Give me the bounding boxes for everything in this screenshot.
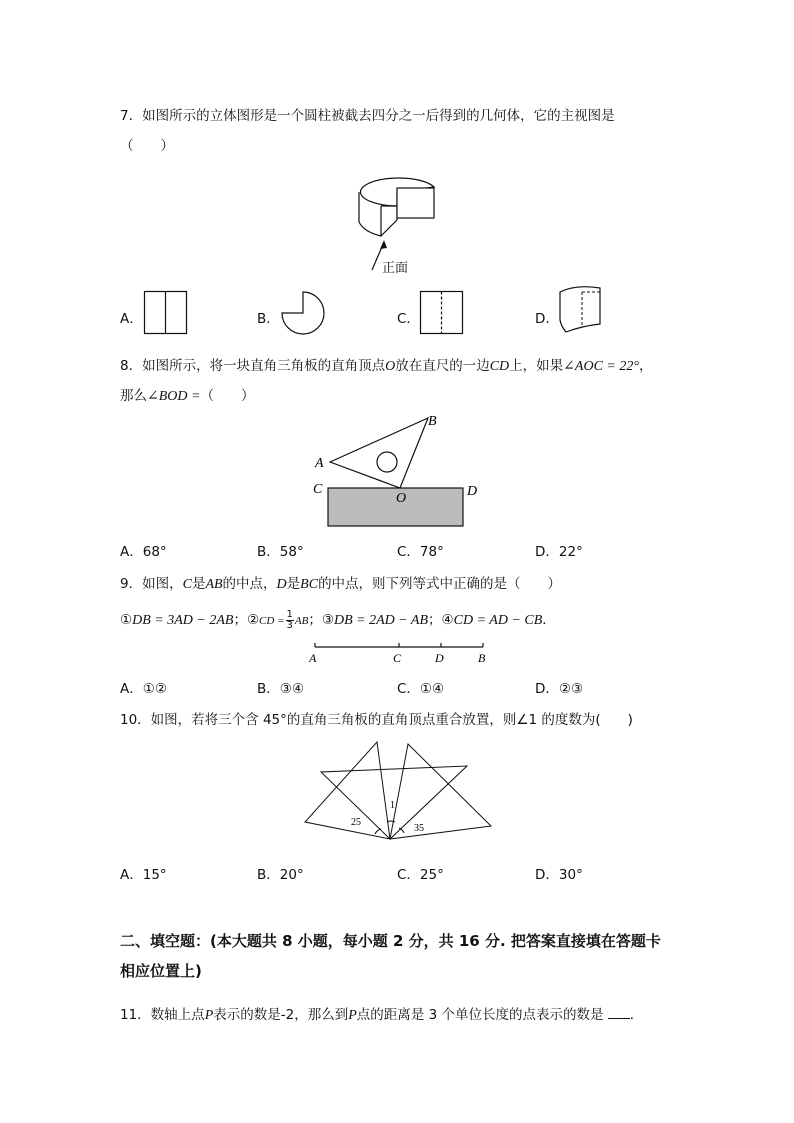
q8-question-angle: ∠BOD = xyxy=(147,389,201,404)
q11-point-p: P xyxy=(204,1008,214,1023)
q8-option-b: B．58° xyxy=(257,544,304,560)
q9-sep-2: ； xyxy=(308,612,322,628)
q9-stem-c: 的中点， xyxy=(222,576,277,592)
q8-stem-b: 放在直尺的一边 xyxy=(395,358,490,374)
q9-eq1: DB = 3AD − 2AB xyxy=(132,613,234,628)
q10-option-c: C．25° xyxy=(397,867,444,883)
q8-segment-cd: CD xyxy=(489,359,510,374)
q11-stem xyxy=(120,1003,643,1024)
q8-label-a: A xyxy=(315,456,324,471)
q7-option-d-figure xyxy=(556,286,606,336)
q9-point-d: D xyxy=(276,577,287,592)
q9-label-b: B xyxy=(478,651,486,665)
q9-stem-b: 是 xyxy=(191,576,206,592)
q8-condition: ∠AOC = 22° xyxy=(563,359,639,374)
section2-heading-line2: 相应位置上) xyxy=(120,962,202,980)
q10-stem: 10．如图，若将三个含 45°的直角三角板的直角顶点重合放置，则∠1 的度数为( ) xyxy=(120,712,633,728)
q8-option-a: A．68° xyxy=(120,544,167,560)
q9-eq4: CD = AD − CB xyxy=(453,613,543,628)
q8-line2-b: （ ） xyxy=(200,388,255,404)
q8-stem-c: 上，如果 xyxy=(509,358,564,374)
q8-option-d: D．22° xyxy=(535,544,583,560)
q7-front-label: 正面 xyxy=(382,261,409,276)
q7-option-a-figure xyxy=(144,291,190,337)
q7-option-b-label: B． xyxy=(257,311,280,327)
q9-eq2-mark: ② xyxy=(246,612,260,628)
q8-stem-d: ， xyxy=(638,358,653,374)
q10-label-25: 25 xyxy=(351,817,361,828)
q9-eq2-pre: CD = xyxy=(259,615,285,627)
q9-number-line xyxy=(305,640,495,666)
q8-stem-line1 xyxy=(120,354,652,375)
q9-stem xyxy=(120,572,561,593)
q8-label-b: B xyxy=(428,414,437,429)
q9-option-b: B．③④ xyxy=(257,681,304,697)
q8-option-c: C．78° xyxy=(397,544,444,560)
q9-segment-bc: BC xyxy=(300,577,319,592)
q11-end: ． xyxy=(629,1007,644,1023)
q11-answer-blank[interactable] xyxy=(608,1006,630,1019)
q10-figure xyxy=(295,736,500,846)
q11-stem-c: 点的距离是 3 个单位长度的点表示的数是 xyxy=(356,1007,604,1023)
q9-stem-e: 的中点，则下列等式中正确的是（ ） xyxy=(318,576,562,592)
q9-segment-ab: AB xyxy=(205,577,223,592)
q8-stem-a: 8．如图所示，将一块直角三角板的直角顶点 xyxy=(120,358,386,374)
q8-figure xyxy=(305,408,490,533)
q9-eq3-mark: ③ xyxy=(321,612,334,628)
q9-end: ． xyxy=(542,612,556,628)
q9-option-a: A．①② xyxy=(120,681,167,697)
q9-label-c: C xyxy=(393,651,402,665)
q9-eq2-numerator: 1 xyxy=(286,608,293,620)
q8-set-square xyxy=(330,418,428,488)
q7-answer-paren: （ ） xyxy=(120,138,174,154)
q9-equations xyxy=(120,608,556,631)
section2-heading-line1: 二、填空题：(本大题共 8 小题，每小题 2 分，共 16 分. 把答案直接填在答题卡 xyxy=(120,932,661,950)
q9-sep-3: ； xyxy=(428,612,442,628)
q8-label-c: C xyxy=(313,482,323,497)
q7-option-c-figure xyxy=(420,291,466,337)
q11-stem-b: 表示的数是-2，那么到 xyxy=(213,1007,349,1023)
q10-option-d: D．30° xyxy=(535,867,583,883)
q9-option-c: C．①④ xyxy=(397,681,445,697)
q9-stem-d: 是 xyxy=(286,576,301,592)
q7-option-b-figure xyxy=(280,290,328,338)
q10-label-35: 35 xyxy=(414,823,424,834)
q8-stem-line2 xyxy=(120,384,254,405)
q9-eq3: DB = 2AD − AB xyxy=(333,613,429,628)
q7-option-d-label: D． xyxy=(535,311,559,327)
q9-option-d: D．②③ xyxy=(535,681,584,697)
q10-option-a: A．15° xyxy=(120,867,167,883)
q9-label-a: A xyxy=(309,651,317,665)
q8-line2-a: 那么 xyxy=(120,388,147,404)
q9-sep-1: ； xyxy=(233,612,247,628)
q9-stem-a: 9．如图， xyxy=(120,576,183,592)
q10-option-b: B．20° xyxy=(257,867,304,883)
q7-option-a-label: A． xyxy=(120,311,143,327)
q11-stem-a: 11．数轴上点 xyxy=(120,1007,205,1023)
q9-point-c: C xyxy=(182,577,192,592)
q8-point-o: O xyxy=(385,359,396,374)
q9-eq1-mark: ① xyxy=(120,612,133,628)
q8-label-d: D xyxy=(467,484,478,499)
q7-stem: 7．如图所示的立体图形是一个圆柱被截去四分之一后得到的几何体，它的主视图是 xyxy=(120,108,615,124)
q8-label-o: O xyxy=(396,491,407,506)
q9-eq2-fraction xyxy=(286,610,294,631)
q7-option-c-label: C． xyxy=(397,311,420,327)
q9-eq4-mark: ④ xyxy=(441,612,454,628)
q8-set-square-hole xyxy=(377,452,397,472)
q9-eq2-denominator: 3 xyxy=(286,619,293,631)
q11-point-p-2: P xyxy=(348,1008,357,1023)
q9-label-d: D xyxy=(435,651,444,665)
q10-label-1: 1 xyxy=(390,800,395,811)
q9-eq2-post: AB xyxy=(294,615,309,627)
